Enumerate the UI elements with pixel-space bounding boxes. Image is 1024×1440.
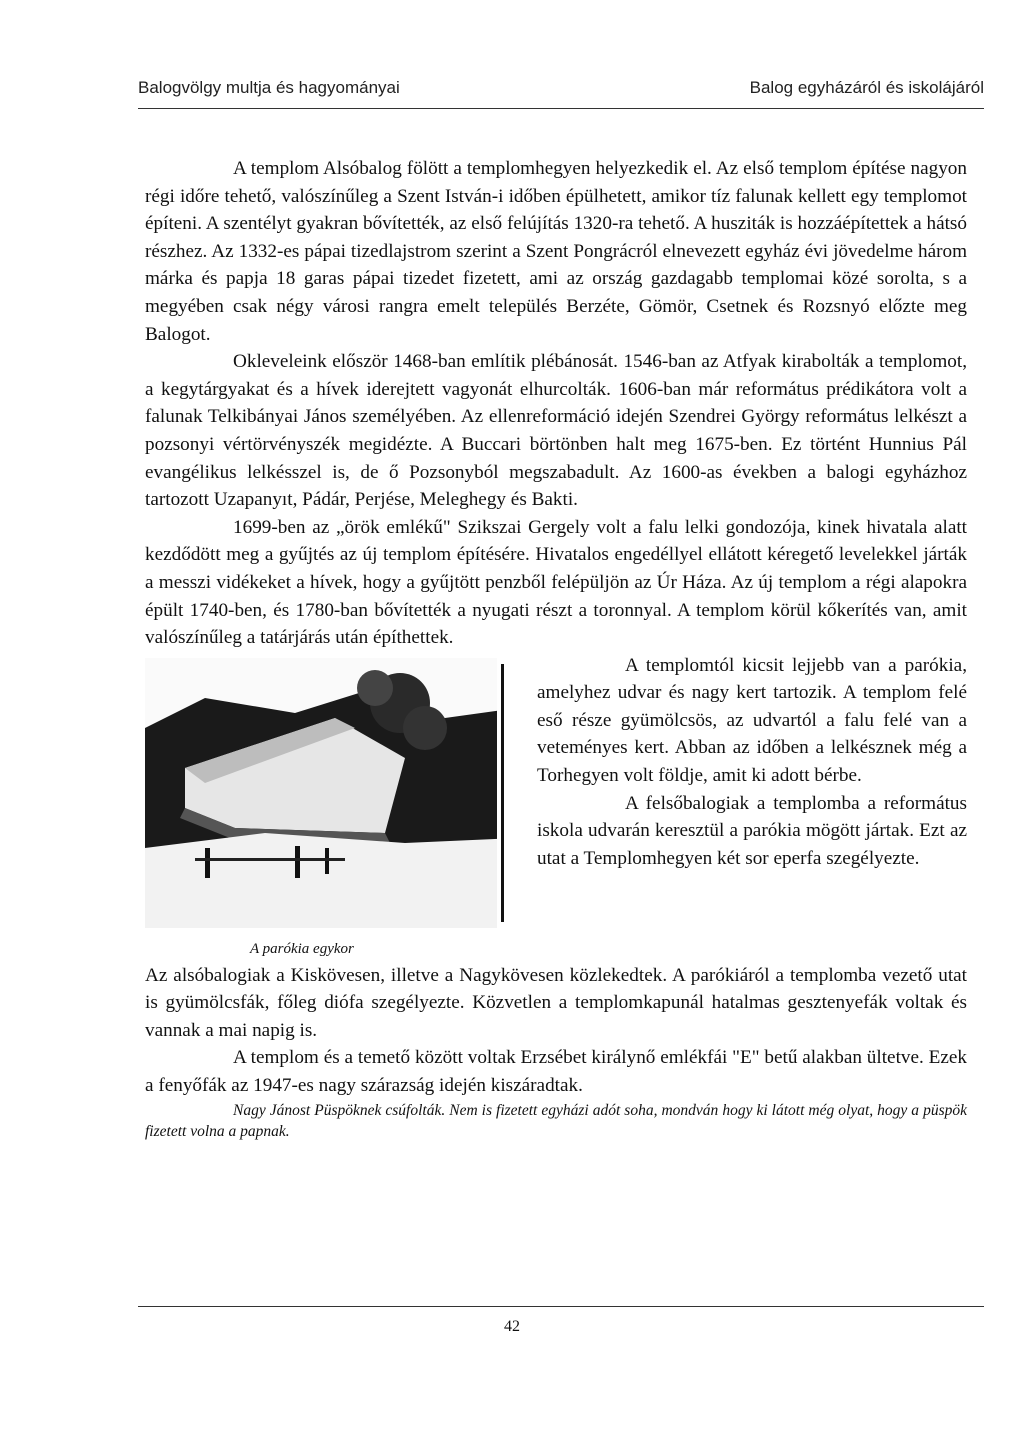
page-body <box>145 155 967 1142</box>
float-paragraph-1: A templomtól kicsit lejjebb van a parókia, amelyhez udvar és nagy kert tartozik. A templom felé eső része gyümölcsös, az udvartól a falu felé van a veteményes kert. Abban az időben a lelkésznek még a Torhegyen volt földje, amit ki adott bérbe. <box>537 654 967 787</box>
footer-divider <box>138 1306 984 1307</box>
photo-caption: A parókia egykor <box>250 940 354 957</box>
page-number: 42 <box>504 1318 520 1335</box>
float-text-column <box>537 652 967 873</box>
parsonage-photo-drawing <box>145 658 517 928</box>
paragraph-2: Okleveleink először 1468-ban említik plébánosát. 1546-ban az Atfyak kirabolták a templomot, a kegytárgyakat és a hívek iderejtett vagyonát elhurcolták. 1606-ban már református prédikátora volt a falunak Telkibányai János személyében. Az ellenreformáció idején Szendrei György református lelkészt a pozsonyi vértörvényszék megidézte. A Buccari börtönben halt meg 1675-ben. Ez történt Hunnius Pál evangélikus lelkésszel is, de ő Pozsonyból megszabadult. Az 1600-as években a balogi egyházhoz tartozott Uzapanyıt, Pádár, Perjése, Meleghegy és Bakti. <box>145 351 967 511</box>
paragraph-4: Az alsóbalogiak a Kiskövesen, illetve a Nagykövesen közlekedtek. A parókiáról a templomba vezető utat is gyümölcsfák, főleg diófa szegélyezte. Közvetlen a templomkapunál hatalmas gesztenyefák voltak és vannak a mai napig is. <box>145 964 967 1041</box>
photo-section <box>145 652 967 962</box>
parsonage-photo <box>145 658 517 928</box>
paragraph-1: A templom Alsóbalog fölött a templomhegyen helyezkedik el. Az első templom építése nagyon régi időre tehető, valószínűleg a Szent István-i időben épülhetett, amikor tíz falunak kellett egy templomot építeni. A szentélyt gyakran bővítették, az első felújítás 1320-ra tehető. A husziták is hozzáépítettek a hátsó részhez. Az 1332-es pápai tizedlajstrom szerint a Szent Pongrácról elnevezett egyház évi jövedelme három márka és papja 18 garas pápai tizedet fizetett, ami az ország gazdagabb templomai közé sorolta, s a megyében csak négy városi rangra emelt település Berzéte, Gömör, Csetnek és Rozsnyó előzte meg Balogot. <box>145 158 967 345</box>
running-header <box>138 74 984 109</box>
paragraph-5: A templom és a temető között voltak Erzsébet királynő emlékfái "E" betű alakban ültetve. Ezek a fenyőfák az 1947-es nagy szárazság idején kiszáradtak. <box>145 1047 967 1097</box>
figure <box>145 652 525 962</box>
header-book-title: Balogvölgy multja és hagyományai <box>138 78 400 97</box>
float-paragraph-2: A felsőbalogiak a templomba a református iskola udvarán keresztül a parókia mögött jártak. Ezt az utat a Templomhegyen két sor eperfa szegélyezte. <box>537 792 967 869</box>
header-chapter-title: Balog egyházáról és iskolájáról <box>749 78 984 97</box>
paragraph-3: 1699-ben az „örök emlékű" Szikszai Gergely volt a falu lelki gondozója, kinek hivatala alatt kezdődött meg a gyűjtés az új templom építésére. Hivatalos engedéllyel ellátott kéregető levelekkel járták a messzi vidékeket a hívek, hogy a gyűjtött penzből felépüljön az Úr Háza. Az új templom a régi alapokra épült 1740-ben, és 1780-ban bővítették a nyugati részt a toronnyal. A templom körül kőkerítés van, amit valószínűleg a tatárjárás után építhettek. <box>145 516 967 649</box>
footnote: Nagy Jánost Püspöknek csúfolták. Nem is fizetett egyházi adót soha, mondván hogy ki látott még olyat, hogy a püspök fizetett volna a papnak. <box>145 1101 967 1140</box>
